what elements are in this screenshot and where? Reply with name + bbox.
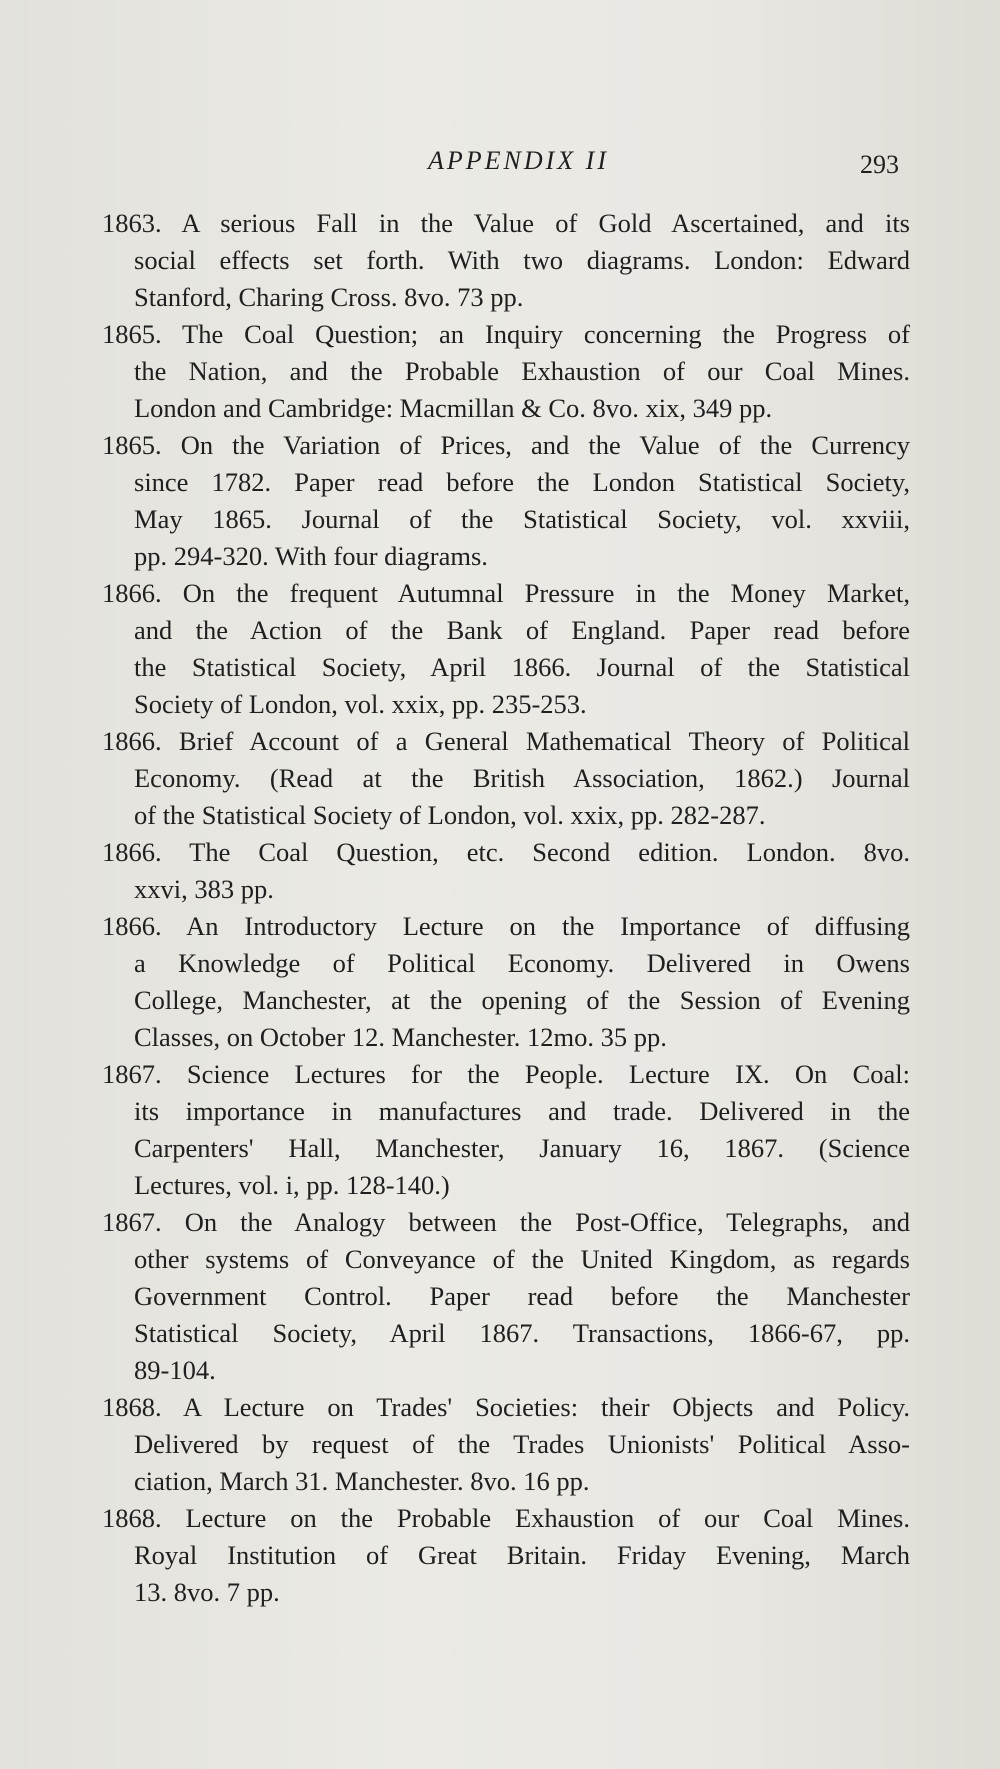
entry-continuation-line: 89-104.: [134, 1355, 216, 1385]
entry-first-line: 1868. Lecture on the Probable Exhaustion of our Coal Mines.: [102, 1503, 910, 1533]
entry-continuation-line: social effects set forth. With two diagrams. London: Edward: [134, 245, 910, 275]
entry-first-line: 1865. The Coal Question; an Inquiry concerning the Progress of: [102, 319, 910, 349]
entry-continuation-line: Royal Institution of Great Britain. Friday Evening, March: [134, 1540, 910, 1570]
entry-continuation-line: its importance in manufactures and trade. Delivered in the: [134, 1096, 910, 1126]
entry-first-line: 1865. On the Variation of Prices, and the Value of the Currency: [102, 430, 910, 460]
entry-continuation-line: Government Control. Paper read before the Manchester: [134, 1281, 910, 1311]
entry-first-line: 1868. A Lecture on Trades' Societies: their Objects and Policy.: [102, 1392, 910, 1422]
bibliography-entry: [102, 834, 910, 908]
bibliography-entry: [102, 1500, 910, 1611]
entry-continuation-line: 13. 8vo. 7 pp.: [134, 1577, 280, 1607]
entry-continuation-line: since 1782. Paper read before the London Statistical Society,: [134, 467, 910, 497]
page-number: 293: [860, 150, 899, 179]
entry-continuation-line: College, Manchester, at the opening of the Session of Evening: [134, 985, 910, 1015]
entry-continuation-line: Delivered by request of the Trades Unionists' Political Asso-: [134, 1429, 910, 1459]
bibliography-entry: [102, 427, 910, 575]
entry-continuation-line: ciation, March 31. Manchester. 8vo. 16 pp.: [134, 1466, 590, 1496]
bibliography-entry: [102, 316, 910, 427]
entry-first-line: 1867. On the Analogy between the Post-Office, Telegraphs, and: [102, 1207, 910, 1237]
running-head: [0, 146, 1000, 186]
bibliography-entry: [102, 205, 910, 316]
entry-first-line: 1866. Brief Account of a General Mathematical Theory of Political: [102, 726, 910, 756]
entry-continuation-line: Statistical Society, April 1867. Transactions, 1866-67, pp.: [134, 1318, 910, 1348]
entry-first-line: 1867. Science Lectures for the People. Lecture IX. On Coal:: [102, 1059, 910, 1089]
entry-continuation-line: Society of London, vol. xxix, pp. 235-253.: [134, 689, 587, 719]
entry-continuation-line: xxvi, 383 pp.: [134, 874, 274, 904]
entry-continuation-line: pp. 294-320. With four diagrams.: [134, 541, 488, 571]
entry-continuation-line: and the Action of the Bank of England. Paper read before: [134, 615, 910, 645]
entry-continuation-line: a Knowledge of Political Economy. Delivered in Owens: [134, 948, 910, 978]
entry-continuation-line: the Statistical Society, April 1866. Journal of the Statistical: [134, 652, 910, 682]
entry-continuation-line: May 1865. Journal of the Statistical Society, vol. xxviii,: [134, 504, 910, 534]
bibliography-entry: [102, 1204, 910, 1389]
entry-first-line: 1866. On the frequent Autumnal Pressure in the Money Market,: [102, 578, 910, 608]
bibliography-entry: [102, 723, 910, 834]
bibliography-entry: [102, 1389, 910, 1500]
entry-continuation-line: the Nation, and the Probable Exhaustion of our Coal Mines.: [134, 356, 910, 386]
entry-first-line: 1863. A serious Fall in the Value of Gold Ascertained, and its: [102, 208, 910, 238]
entry-continuation-line: of the Statistical Society of London, vol. xxix, pp. 282-287.: [134, 800, 766, 830]
bibliography-entry: [102, 908, 910, 1056]
entry-continuation-line: Lectures, vol. i, pp. 128-140.): [134, 1170, 450, 1200]
bibliography-entry: [102, 1056, 910, 1204]
entry-continuation-line: London and Cambridge: Macmillan & Co. 8vo. xix, 349 pp.: [134, 393, 773, 423]
entry-first-line: 1866. An Introductory Lecture on the Importance of diffusing: [102, 911, 910, 941]
entry-continuation-line: Economy. (Read at the British Association, 1862.) Journal: [134, 763, 910, 793]
entry-first-line: 1866. The Coal Question, etc. Second edition. London. 8vo.: [102, 837, 910, 867]
bibliography-list: [102, 205, 910, 1611]
running-title: APPENDIX II: [428, 146, 610, 175]
bibliography-entry: [102, 575, 910, 723]
entry-continuation-line: Carpenters' Hall, Manchester, January 16, 1867. (Science: [134, 1133, 910, 1163]
entry-continuation-line: Classes, on October 12. Manchester. 12mo. 35 pp.: [134, 1022, 667, 1052]
entry-continuation-line: other systems of Conveyance of the United Kingdom, as regards: [134, 1244, 910, 1274]
entry-continuation-line: Stanford, Charing Cross. 8vo. 73 pp.: [134, 282, 524, 312]
